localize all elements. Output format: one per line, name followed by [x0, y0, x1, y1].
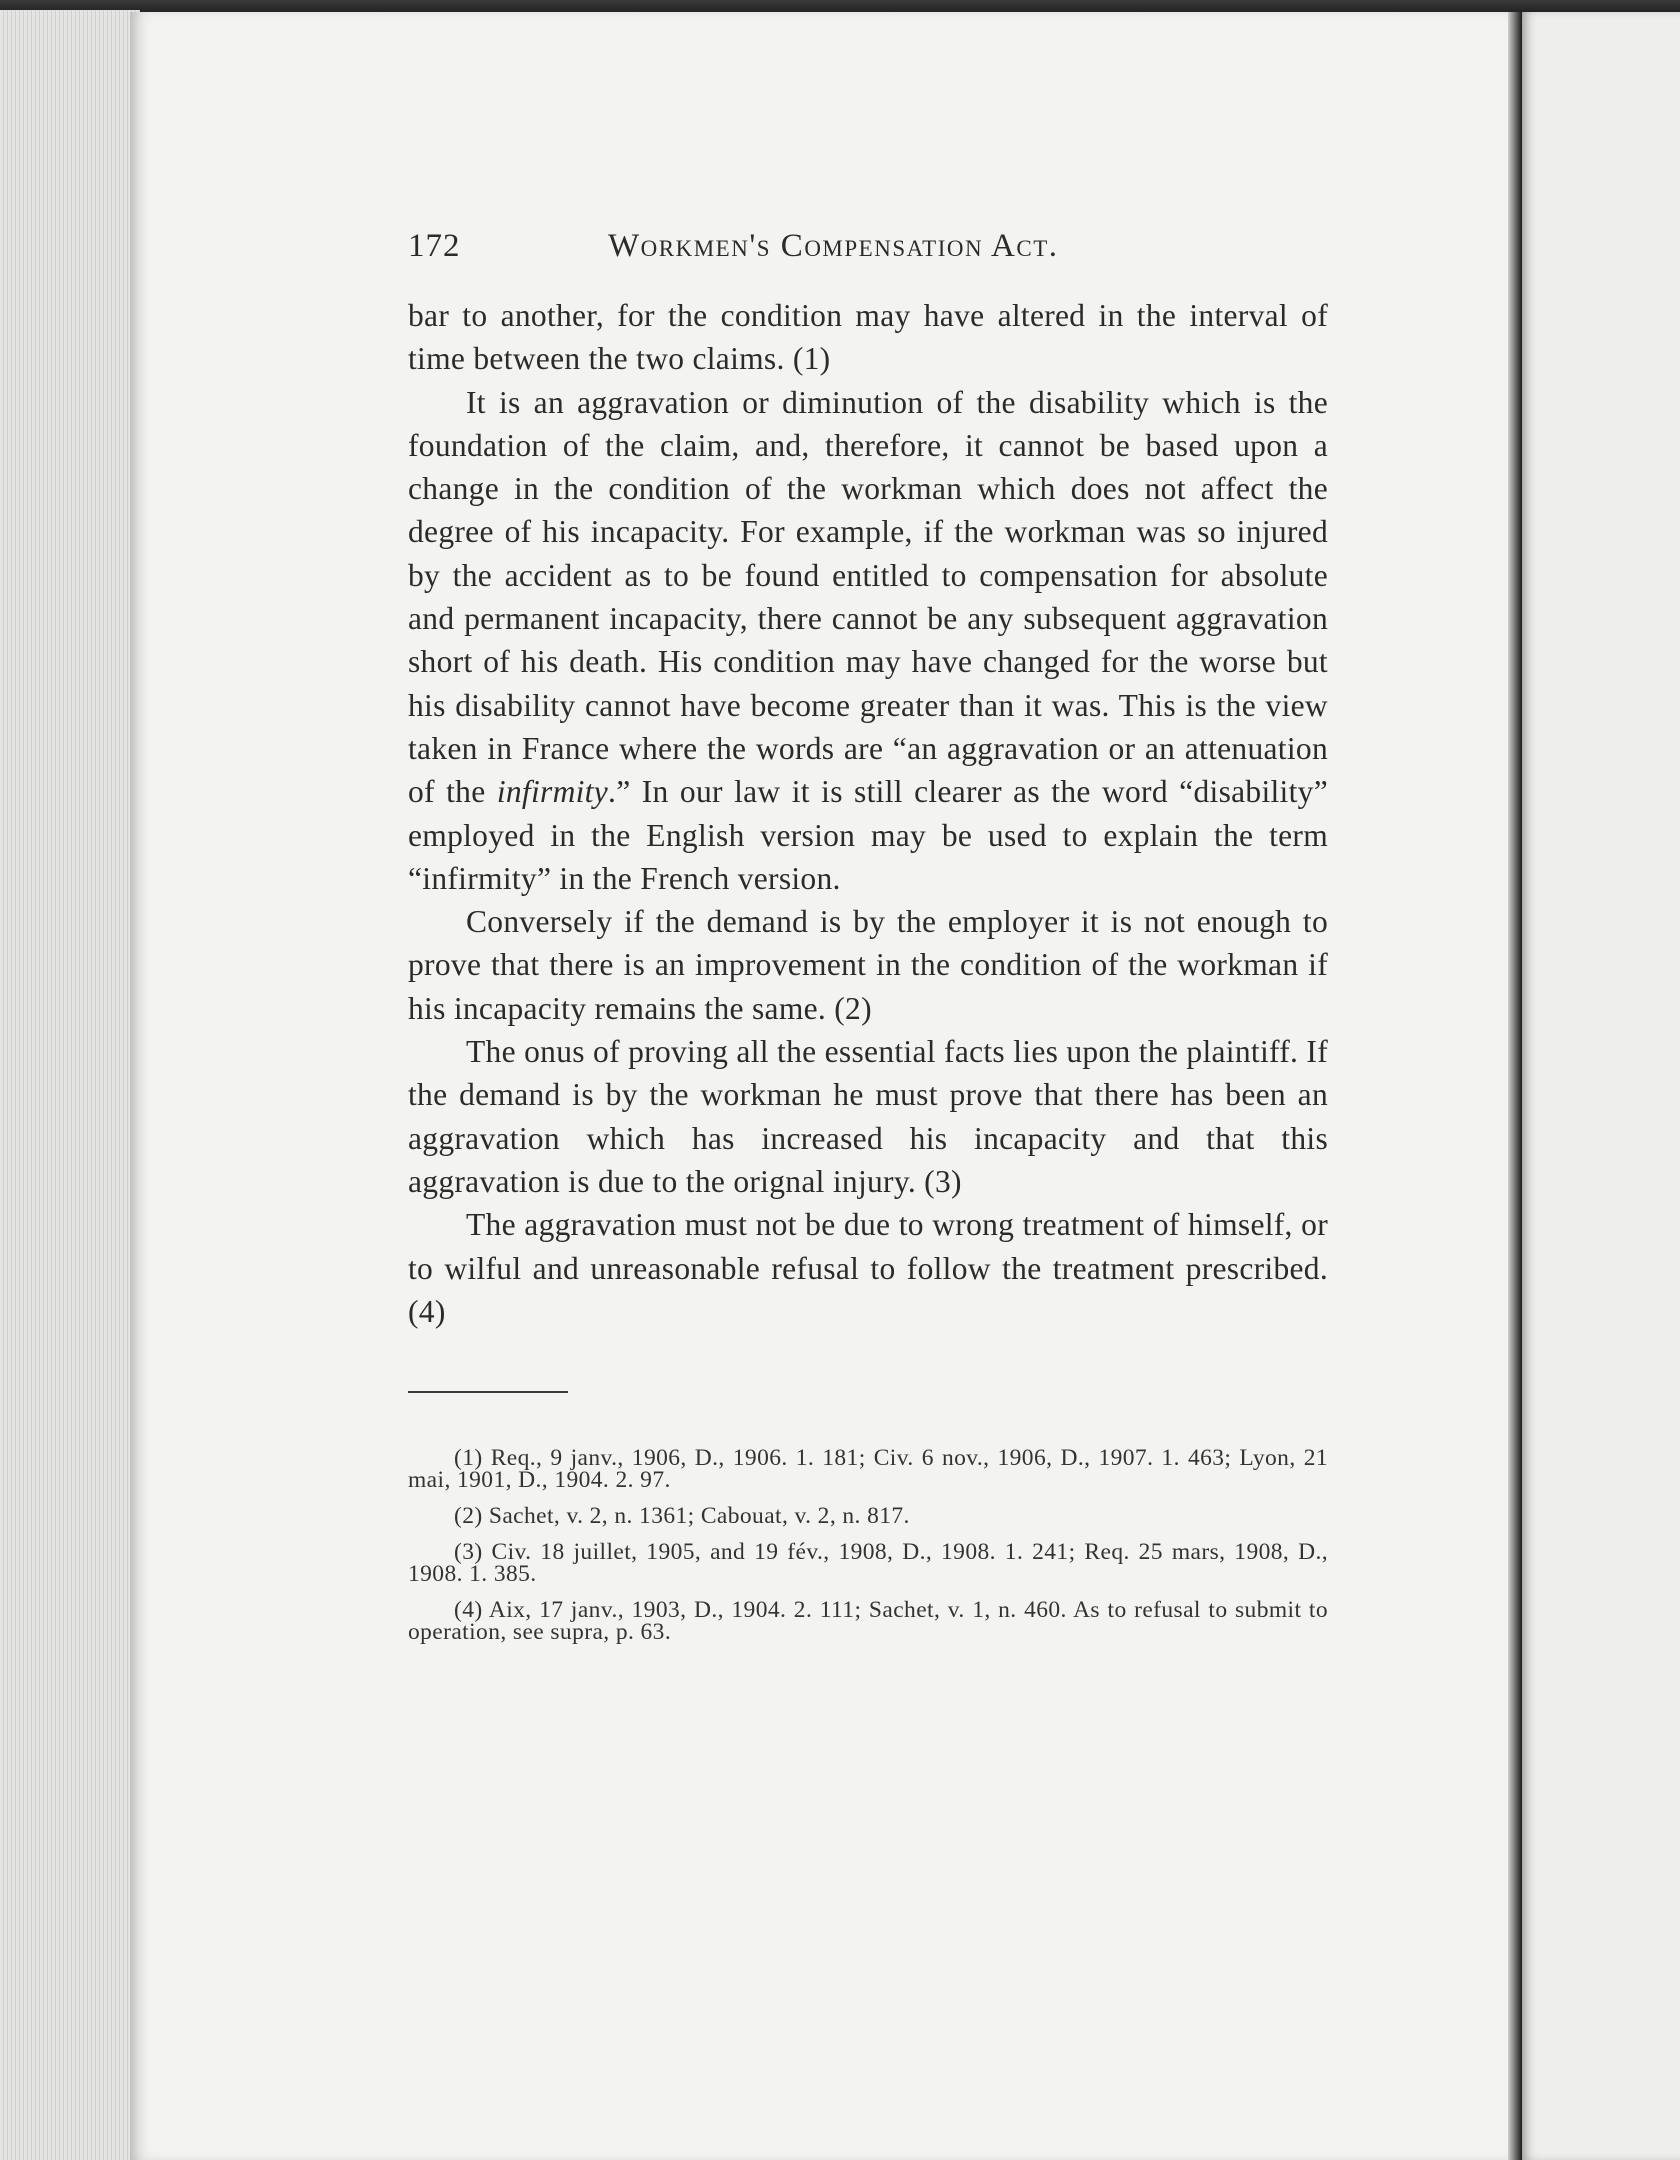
facing-page-edge: [1522, 12, 1680, 2160]
footnote-1: (1) Req., 9 janv., 1906, D., 1906. 1. 181; Civ. 6 nov., 1906, D., 1907. 1. 463; Lyon, 21 mai, 1901, D., 1904. 2. 97.: [408, 1445, 1328, 1494]
paragraph-2-italic-term: infirmity: [496, 774, 609, 810]
paragraph-4: The onus of proving all the essential facts lies upon the plaintiff. If the demand is by the workman he must prove that there has been an aggravation which has increased his incapacity and that this aggravation is due to the orignal injury. (3): [408, 1034, 1328, 1199]
footnote-2: (2) Sachet, v. 2, n. 1361; Cabouat, v. 2, n. 817.: [454, 1503, 910, 1530]
paragraph-5: The aggravation must not be due to wrong treatment of himself, or to wilful and unreasonable refusal to follow the treatment prescribed. (4): [408, 1207, 1328, 1329]
running-title: Workmen's Compensation Act.: [608, 228, 1059, 264]
paragraph-3: Conversely if the demand is by the employer it is not enough to prove that there is an improvement in the condition of the workman if his incapacity remains the same. (2): [408, 904, 1328, 1026]
footnote-4: (4) Aix, 17 janv., 1903, D., 1904. 2. 111; Sachet, v. 1, n. 460. As to refusal to submit to operation, see supra, p. 63.: [408, 1597, 1328, 1646]
paragraph-2-text-b: .” In our law it is still clearer as the word “disability” employed in the English version may be used to explain the term “infirmity” in the French version.: [408, 774, 1328, 896]
footnote-3: (3) Civ. 18 juillet, 1905, and 19 fév., 1908, D., 1908. 1. 241; Req. 25 mars, 1908, D., 1908. 1. 385.: [408, 1539, 1328, 1588]
page-text-block: [408, 228, 1328, 1651]
paragraph-2: [408, 381, 1328, 901]
running-head: [408, 228, 1328, 288]
book-gutter: [1508, 12, 1522, 2160]
paragraph-2-text-a: It is an aggravation or diminution of the disability which is the foundation of the claim, and, therefore, it cannot be based upon a change in the condition of the workman which does not affect the degree of his incapacity. For example, if the workman was so injured by the accident as to be found entitled to compensation for absolute and permanent incapacity, there cannot be any subsequent aggravation short of his death. His condition may have changed for the worse but his disability cannot have become greater than it was. This is the view taken in France where the words are “an aggravation or an attenuation of the: [408, 384, 1328, 810]
footnote-separator: [408, 1391, 568, 1393]
page-number: 172: [408, 228, 461, 264]
book-page-stack-edge: [0, 10, 140, 2160]
paragraph-1: bar to another, for the condition may have altered in the interval of time between the two claims. (1): [408, 298, 1328, 377]
